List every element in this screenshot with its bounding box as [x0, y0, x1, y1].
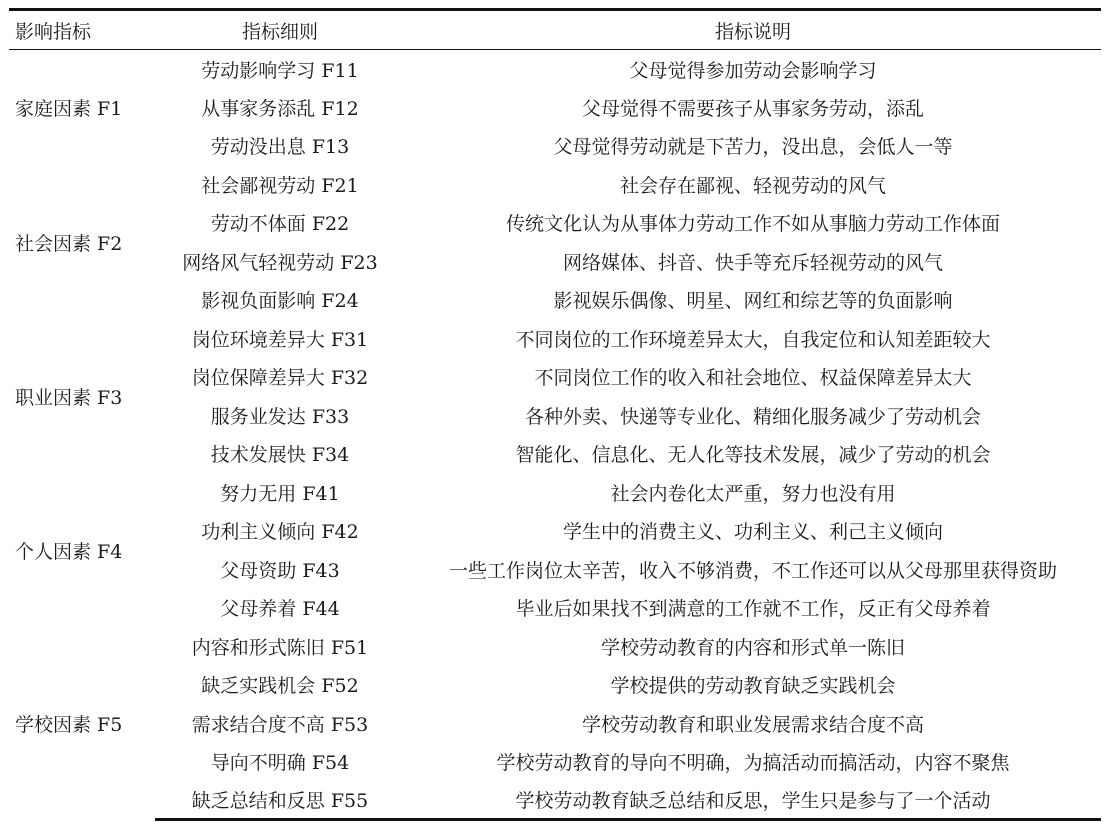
table-row [9, 743, 1101, 782]
group-name-cell: 社会因素 F2 [15, 232, 123, 255]
table-row [9, 704, 1101, 743]
indicator-detail-cell: 网络风气轻视劳动 F23 [182, 251, 378, 274]
indicator-table [9, 8, 1101, 821]
header-influence-indicator: 影响指标 [9, 10, 155, 50]
indicator-description-cell: 网络媒体、抖音、快手等充斥轻视劳动的风气 [562, 251, 943, 274]
group-name-cell: 家庭因素 F1 [15, 98, 123, 120]
indicator-description-cell: 学校劳动教育的内容和形式单一陈旧 [600, 636, 905, 659]
indicator-description-cell: 智能化、信息化、无人化等技术发展，减少了劳动的机会 [515, 444, 991, 467]
indicator-detail-cell: 影视负面影响 F24 [201, 290, 359, 313]
header-row [9, 10, 1101, 50]
indicator-description-cell: 社会存在鄙视、轻视劳动的风气 [619, 174, 886, 197]
table-header [9, 10, 1101, 50]
indicator-description-cell: 传统文化认为从事体力劳动工作不如从事脑力劳动工作体面 [505, 213, 1000, 236]
table-row [9, 435, 1101, 474]
indicator-detail-cell: 内容和形式陈旧 F51 [191, 636, 369, 659]
indicator-description-cell: 父母觉得参加劳动会影响学习 [629, 59, 877, 82]
indicator-detail-cell: 需求结合度不高 F53 [191, 713, 369, 736]
indicator-detail-cell: 缺乏实践机会 F52 [201, 675, 359, 698]
table-row [9, 396, 1101, 435]
indicator-description-cell: 不同岗位工作的收入和社会地位、权益保障差异太大 [534, 367, 972, 390]
indicator-detail-cell: 努力无用 F41 [220, 482, 340, 505]
indicator-detail-cell: 功利主义倾向 F42 [201, 521, 359, 544]
indicator-detail-cell: 导向不明确 F54 [210, 752, 350, 775]
indicator-detail-cell: 缺乏总结和反思 F55 [155, 781, 405, 820]
indicator-description-cell: 不同岗位的工作环境差异太大，自我定位和认知差距较大 [515, 328, 991, 351]
table-row [9, 512, 1101, 551]
indicator-detail-cell: 技术发展快 F34 [210, 444, 350, 467]
indicator-description-cell: 毕业后如果找不到满意的工作就不工作，反正有父母养着 [515, 598, 991, 621]
table-row [9, 165, 1101, 204]
indicator-description-cell: 父母觉得劳动就是下苦力，没出息，会低人一等 [553, 136, 953, 159]
indicator-description-cell: 社会内卷化太严重，努力也没有用 [610, 482, 896, 505]
indicator-detail-cell: 社会鄙视劳动 F21 [201, 174, 359, 197]
indicator-description-cell: 学生中的消费主义、功利主义、利己主义倾向 [562, 521, 943, 544]
indicator-description-cell: 学校劳动教育缺乏总结和反思，学生只是参与了一个活动 [405, 781, 1101, 820]
group-name-cell: 职业因素 F3 [15, 386, 123, 409]
table-body [9, 50, 1101, 820]
indicator-description-cell: 学校劳动教育的导向不明确，为搞活动而搞活动，内容不聚焦 [496, 752, 1010, 775]
table-row [9, 50, 1101, 89]
table-row [9, 666, 1101, 705]
indicator-detail-cell: 岗位保障差异大 F32 [191, 367, 369, 390]
table-row [9, 88, 1101, 127]
indicator-detail-cell: 劳动没出息 F13 [210, 136, 350, 159]
indicator-description-cell: 各种外卖、快递等专业化、精细化服务减少了劳动机会 [524, 405, 981, 428]
table-row [9, 589, 1101, 628]
group-name-cell: 学校因素 F5 [15, 713, 123, 736]
table-row [9, 358, 1101, 397]
table-row [9, 242, 1101, 281]
header-indicator-detail: 指标细则 [155, 10, 405, 50]
table-row [9, 319, 1101, 358]
table-row [9, 781, 1101, 820]
table-row [9, 127, 1101, 166]
indicator-detail-cell: 劳动不体面 F22 [210, 213, 350, 236]
indicator-detail-cell: 劳动影响学习 F11 [201, 59, 359, 82]
indicator-detail-cell: 岗位环境差异大 F31 [191, 328, 369, 351]
indicator-detail-cell: 父母资助 F43 [220, 559, 340, 582]
header-indicator-description: 指标说明 [405, 10, 1101, 50]
indicator-description-cell: 父母觉得不需要孩子从事家务劳动，添乱 [581, 97, 924, 120]
indicator-description-cell: 学校劳动教育和职业发展需求结合度不高 [581, 713, 924, 736]
indicator-description-cell: 一些工作岗位太辛苦，收入不够消费，不工作还可以从父母那里获得资助 [448, 559, 1057, 582]
table-row [9, 627, 1101, 666]
table-row [9, 204, 1101, 243]
indicator-detail-cell: 从事家务添乱 F12 [201, 97, 359, 120]
indicator-detail-cell: 服务业发达 F33 [210, 405, 350, 428]
indicator-description-cell: 影视娱乐偶像、明星、网红和综艺等的负面影响 [553, 290, 953, 313]
table-row [9, 281, 1101, 320]
table-row [9, 550, 1101, 589]
group-name-cell: 个人因素 F4 [15, 540, 123, 563]
table-row [9, 473, 1101, 512]
indicator-detail-cell: 父母养着 F44 [220, 598, 340, 621]
indicator-description-cell: 学校提供的劳动教育缺乏实践机会 [610, 675, 896, 698]
